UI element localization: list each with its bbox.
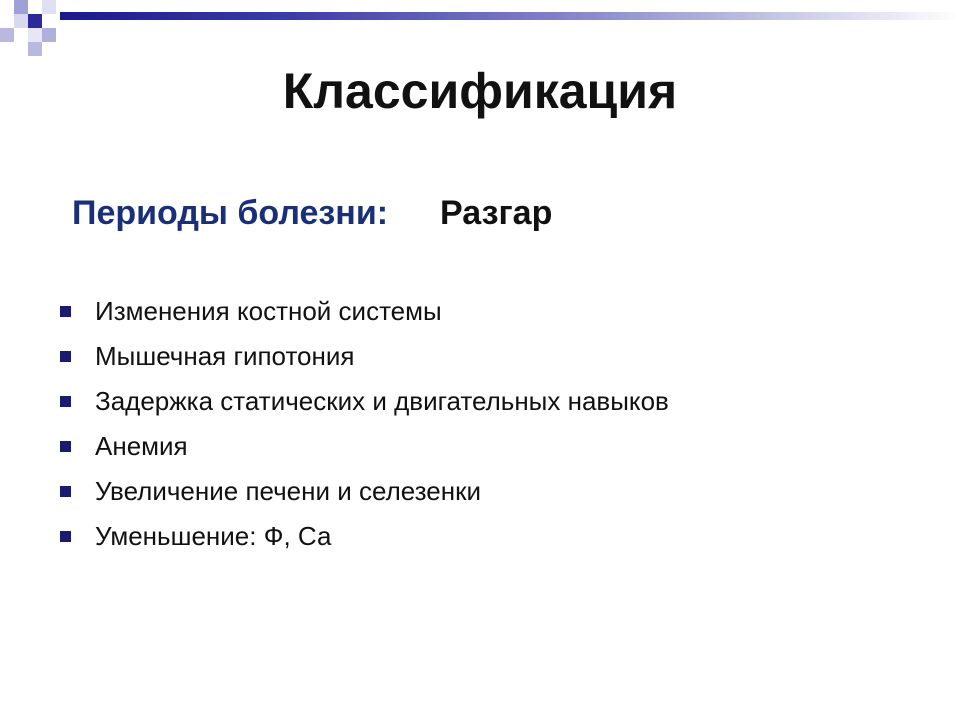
square-bullet-icon xyxy=(60,396,71,407)
square-bullet-icon xyxy=(60,351,71,362)
list-item-text: Мышечная гипотония xyxy=(95,341,355,371)
slide-title: Классификация xyxy=(282,63,678,119)
list-item-text: Уменьшение: Ф, Са xyxy=(95,521,332,551)
corner-square xyxy=(14,0,28,14)
subtitle-value: Разгар xyxy=(440,194,553,232)
corner-square xyxy=(14,14,28,28)
corner-square xyxy=(28,42,42,56)
corner-squares-decoration xyxy=(0,0,80,60)
corner-square xyxy=(28,14,42,28)
square-bullet-icon xyxy=(60,306,71,317)
list-item-text: Задержка статических и двигательных навыков xyxy=(95,386,669,416)
subtitle-label: Периоды болезни: xyxy=(72,194,389,232)
list-item-text: Увеличение печени и селезенки xyxy=(95,476,481,506)
corner-square xyxy=(28,28,42,42)
corner-square xyxy=(0,28,14,42)
header-gradient-bar xyxy=(60,12,960,20)
corner-square xyxy=(42,0,56,14)
list-item-text: Изменения костной системы xyxy=(95,296,442,326)
square-bullet-icon xyxy=(60,531,71,542)
square-bullet-icon xyxy=(60,441,71,452)
subtitle-row xyxy=(72,194,552,233)
list-item-text: Анемия xyxy=(95,431,188,461)
corner-square xyxy=(42,28,56,42)
square-bullet-icon xyxy=(60,486,71,497)
